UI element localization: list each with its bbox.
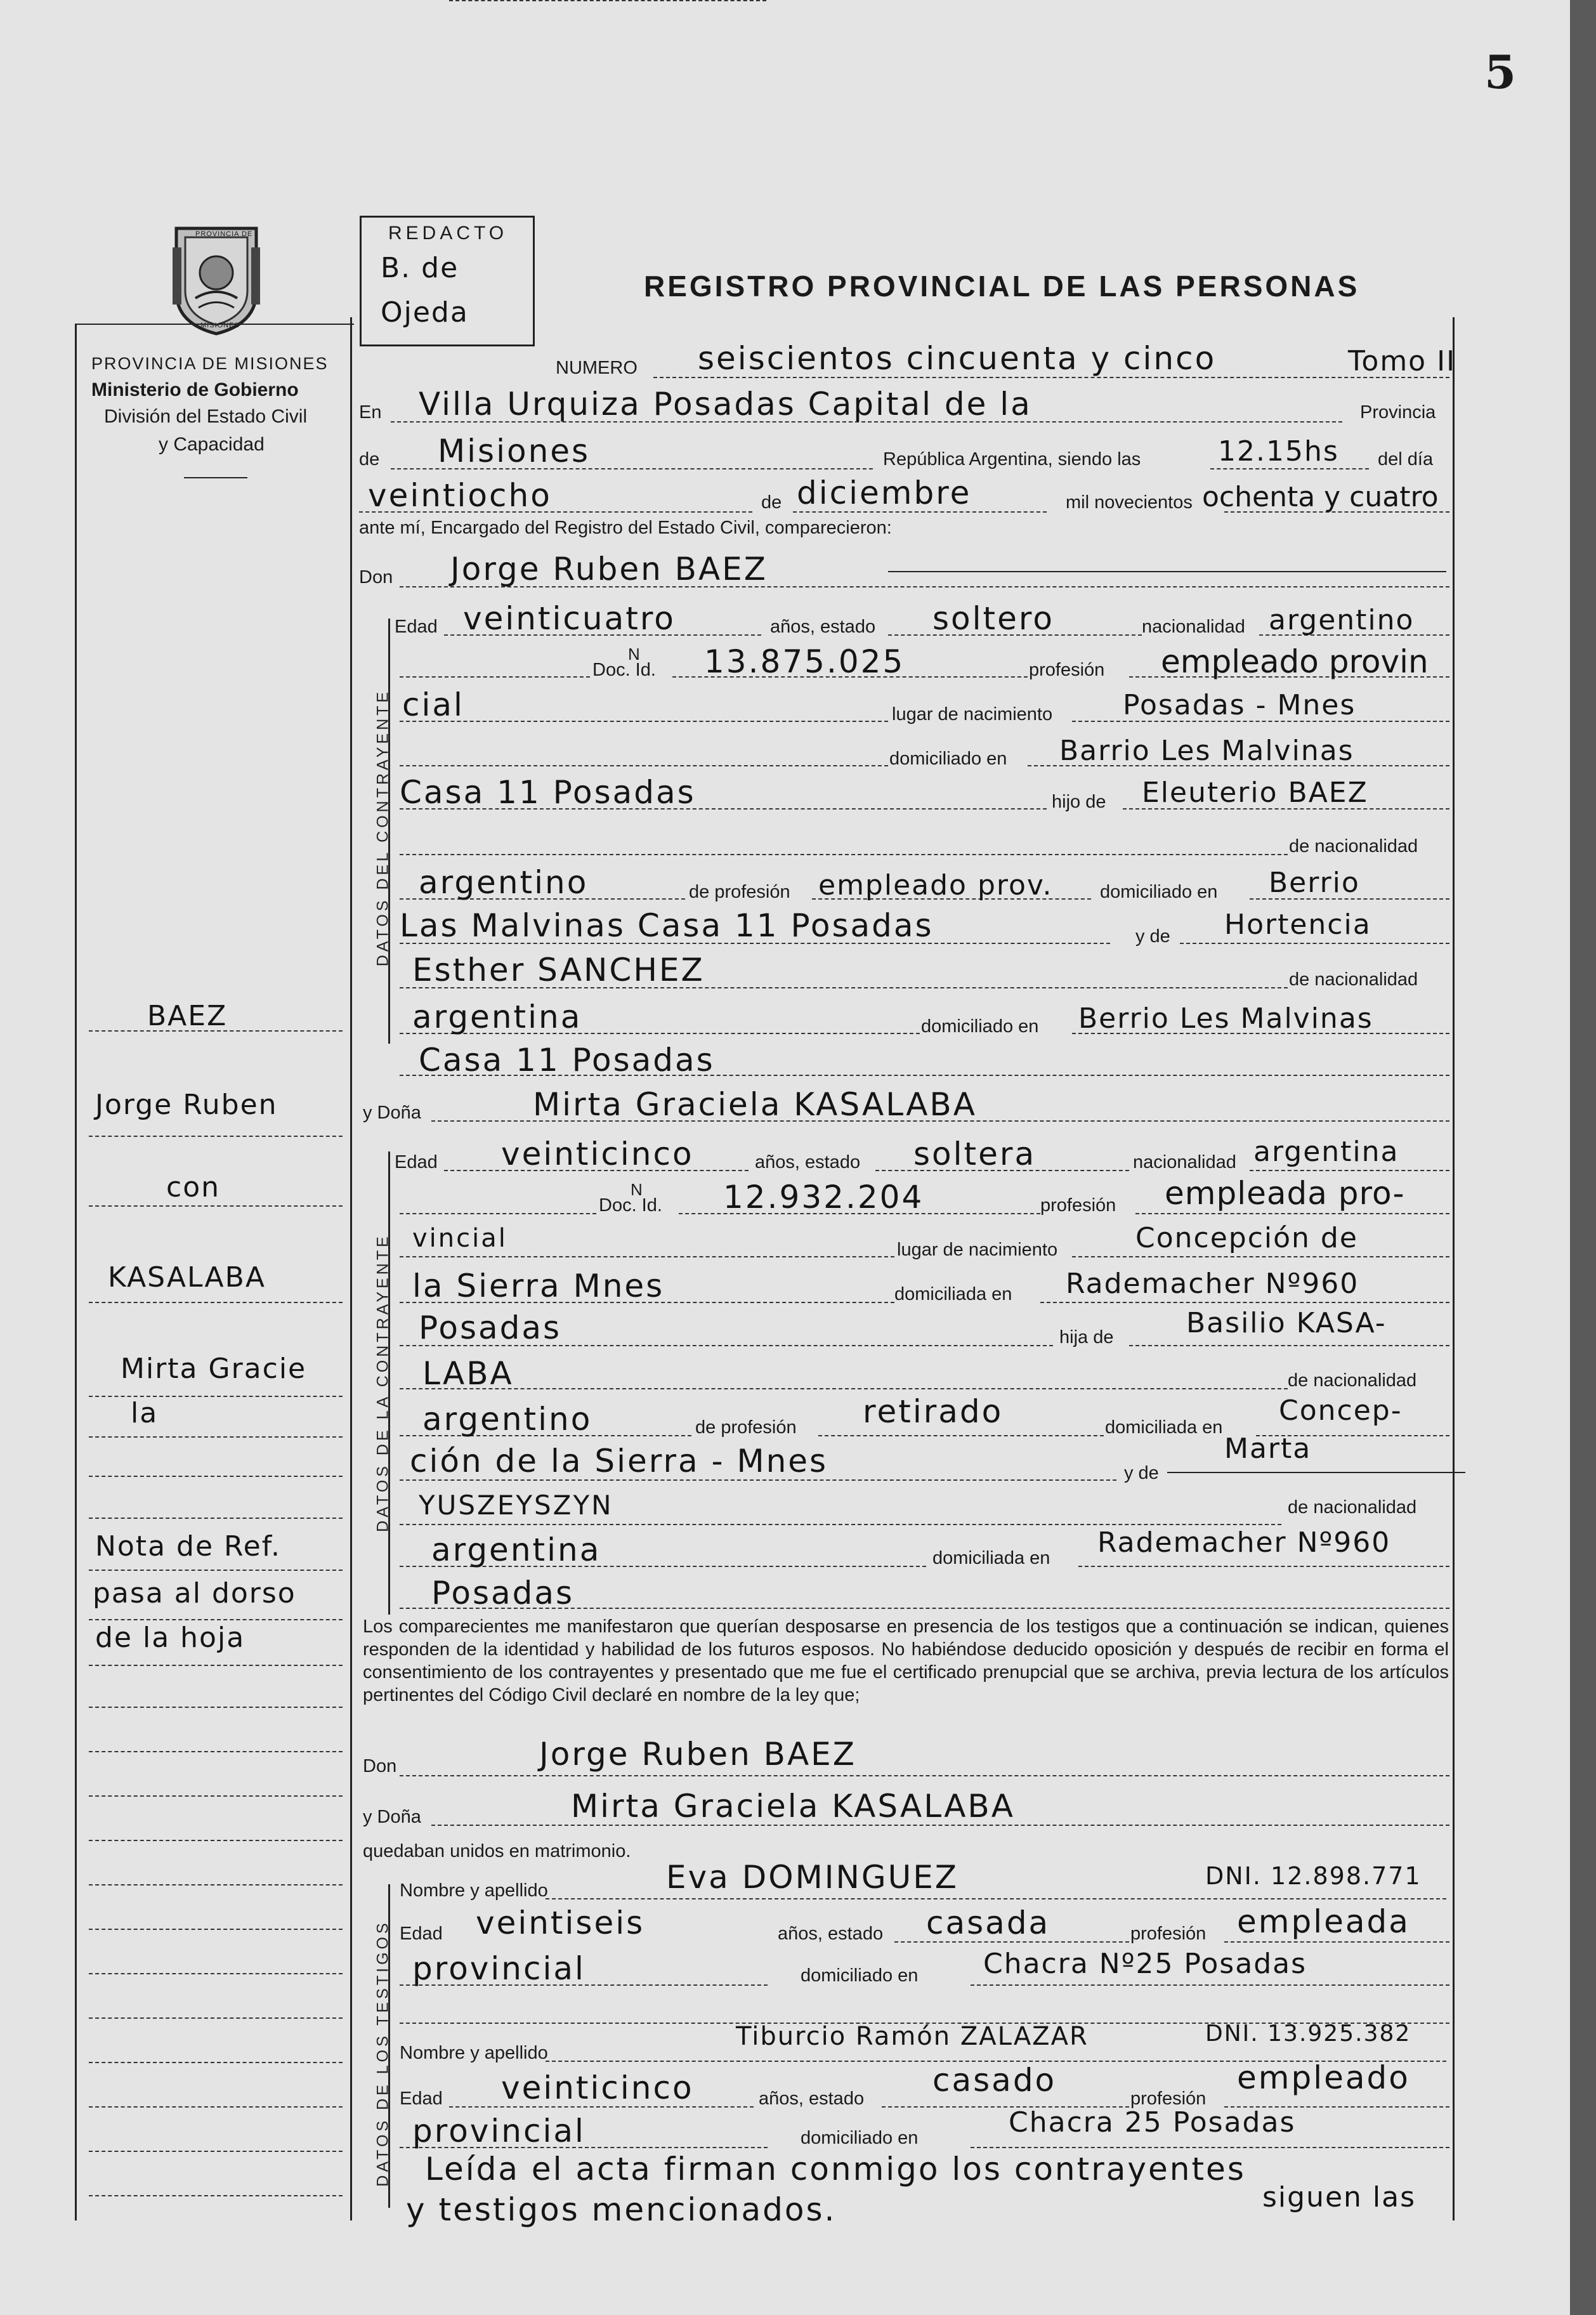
t2-domiciliado-label: domiciliado en xyxy=(801,2128,919,2148)
tomo-value: Tomo II xyxy=(1348,345,1456,377)
c2-madre-nac-label: de nacionalidad xyxy=(1288,1497,1417,1518)
c2-lugar-nac: Concepción de xyxy=(1135,1222,1358,1254)
c1-padre-nac-label: de nacionalidad xyxy=(1289,836,1418,856)
en-value: Villa Urquiza Posadas Capital de la xyxy=(419,386,1032,423)
c2-lugar-nac-label: lugar de nacimiento xyxy=(897,1240,1058,1260)
c1-padre: Eleuterio BAEZ xyxy=(1142,777,1368,809)
c2-madre-dom: Rademacher Nº960 xyxy=(1097,1526,1391,1559)
c1-domiciliado-label: domiciliado en xyxy=(889,749,1007,769)
c2-padre-nac-label: de nacionalidad xyxy=(1288,1370,1417,1391)
c2-anos-estado-label: años, estado xyxy=(755,1152,861,1172)
t1-estado: casada xyxy=(926,1905,1050,1941)
c2-madre-dom-label: domiciliada en xyxy=(932,1548,1050,1568)
provincia-value: Misiones xyxy=(438,433,591,469)
mes-value: diciembre xyxy=(797,475,972,511)
numero-value: seiscientos cincuenta y cinco xyxy=(698,340,1217,377)
c1-anos-estado-label: años, estado xyxy=(770,617,876,637)
c2-doc: 12.932.204 xyxy=(723,1179,924,1216)
t1-domiciliado-label: domiciliado en xyxy=(801,1965,919,1986)
t1-nombre-label: Nombre y apellido xyxy=(400,1880,548,1901)
c2-padre-dom: Concep- xyxy=(1279,1394,1403,1427)
t1-nombre: Eva DOMINGUEZ xyxy=(666,1859,959,1896)
c2-profesion-cont: vincial xyxy=(412,1224,507,1253)
anio-value: ochenta y cuatro xyxy=(1202,481,1439,513)
c1-doc-prefix: N xyxy=(628,645,640,664)
redacto-name-1: B. de xyxy=(381,252,459,284)
c1-madre-cont: Esther SANCHEZ xyxy=(412,952,705,988)
union-don-label: Don xyxy=(363,1756,397,1776)
hora-value: 12.15hs xyxy=(1218,435,1339,468)
fecha-de-label: de xyxy=(761,492,782,513)
t1-doc: DNI. 12.898.771 xyxy=(1205,1862,1422,1890)
c2-madre-cont: YUSZEYSZYN xyxy=(419,1490,613,1521)
provincia-label: Provincia xyxy=(1360,402,1436,423)
c1-madre: Hortencia xyxy=(1224,908,1371,941)
c2-lugar-nac-cont: la Sierra Mnes xyxy=(412,1268,665,1304)
mil-novecientos-label: mil novecientos xyxy=(1066,492,1193,513)
c1-nacionalidad-label: nacionalidad xyxy=(1142,617,1245,637)
contrayente-2-name: Mirta Graciela KASALABA xyxy=(533,1086,977,1123)
c1-doc-label: Doc. Id. xyxy=(592,660,656,680)
ante-mi-text: ante mí, Encargado del Registro del Estado Civil, comparecieron: xyxy=(359,518,892,538)
margin-apellido-1: BAEZ xyxy=(147,1000,228,1032)
c1-hijo-label: hijo de xyxy=(1052,792,1106,812)
c2-madre-nac: argentina xyxy=(431,1531,601,1568)
c2-domicilio: Rademacher Nº960 xyxy=(1066,1268,1359,1300)
c2-padre-nac: argentino xyxy=(422,1401,592,1438)
c2-doc-prefix: N xyxy=(631,1180,643,1199)
c2-padre-dom-label: domiciliada en xyxy=(1105,1417,1223,1438)
c1-domicilio-cont: Casa 11 Posadas xyxy=(400,774,696,811)
c2-madre-dom-cont: Posadas xyxy=(431,1575,575,1611)
c2-estado: soltera xyxy=(913,1136,1037,1172)
c2-domicilio-cont: Posadas xyxy=(419,1309,562,1346)
c1-edad-label: Edad xyxy=(395,617,438,637)
c1-padre-dom: Berrio xyxy=(1269,867,1360,899)
t2-profesion-label: profesión xyxy=(1130,2089,1207,2109)
c1-estado: soltero xyxy=(932,600,1054,637)
c2-padre-dom-cont: ción de la Sierra - Mnes xyxy=(410,1443,828,1479)
c2-de-profesion-label: de profesión xyxy=(695,1417,797,1438)
c1-madre-dom-label: domiciliado en xyxy=(921,1016,1039,1037)
del-dia-label: del día xyxy=(1378,449,1434,469)
c2-nacionalidad: argentina xyxy=(1253,1136,1399,1168)
t2-anos-estado-label: años, estado xyxy=(759,2089,865,2109)
union-don: Jorge Ruben BAEZ xyxy=(539,1736,857,1773)
de-label: de xyxy=(359,449,380,469)
quedaban-text: quedaban unidos en matrimonio. xyxy=(363,1841,631,1861)
t2-profesion: empleado xyxy=(1237,2059,1410,2096)
header-provincia: PROVINCIA DE MISIONES xyxy=(91,354,329,373)
c1-padre-dom-cont: Las Malvinas Casa 11 Posadas xyxy=(400,907,934,944)
header-ministerio: Ministerio de Gobierno xyxy=(91,379,299,400)
c2-padre-prof: retirado xyxy=(863,1393,1004,1430)
margin-nombre-2a: Mirta Gracie xyxy=(121,1353,307,1385)
don-label: Don xyxy=(359,567,393,587)
c2-hija-label: hija de xyxy=(1059,1327,1114,1348)
margin-nombre-2b: la xyxy=(131,1397,159,1429)
t2-nombre-label: Nombre y apellido xyxy=(400,2043,548,2063)
document-title: REGISTRO PROVINCIAL DE LAS PERSONAS xyxy=(644,270,1360,303)
side-label-contrayente-2: DATOS DE LA CONTRAYENTE xyxy=(374,1233,392,1532)
side-label-contrayente: DATOS DEL CONTRAYENTE xyxy=(374,688,392,967)
t2-profesion-cont: provincial xyxy=(412,2113,585,2149)
t2-nombre: Tiburcio Ramón ZALAZAR xyxy=(736,2022,1089,2051)
union-dona: Mirta Graciela KASALABA xyxy=(571,1788,1015,1825)
c1-padre-nac: argentino xyxy=(419,864,589,901)
c1-doc: 13.875.025 xyxy=(704,643,905,680)
c1-profesion-label: profesión xyxy=(1029,660,1105,680)
t2-edad-label: Edad xyxy=(400,2089,443,2109)
declaracion-text: Los comparecientes me manifestaron que querían desposarse en presencia de los testigos que a continuación se indican, quienes responden de la identidad y habilidad de los futuros esposos. No habiéndose deducido oposición y después de recibir en forma el consentimiento de los contrayentes y presentado que me fue el certificado prenupcial que se archiva, previa lectura de los artículos pertinentes del Código Civil declaré en nombre de la ley que; xyxy=(363,1617,1449,1705)
contrayente-name: Jorge Ruben BAEZ xyxy=(450,551,768,587)
t2-doc: DNI. 13.925.382 xyxy=(1205,2021,1411,2047)
c1-de-profesion-label: de profesión xyxy=(689,882,790,902)
t1-profesion: empleada xyxy=(1237,1903,1410,1940)
c1-y-de-label: y de xyxy=(1135,926,1170,947)
t1-edad-label: Edad xyxy=(400,1924,443,1944)
t2-domicilio: Chacra 25 Posadas xyxy=(1009,2106,1296,2139)
margin-nota-1: Nota de Ref. xyxy=(95,1530,281,1563)
cierre-line-2: y testigos mencionados. xyxy=(406,2191,837,2228)
c2-domiciliada-label: domiciliada en xyxy=(894,1284,1012,1304)
c1-madre-nac: argentina xyxy=(412,999,582,1035)
provincial-seal-icon xyxy=(164,222,269,338)
c2-nacionalidad-label: nacionalidad xyxy=(1133,1152,1236,1172)
header-division: División del Estado Civil xyxy=(104,406,308,427)
c2-doc-label: Doc. Id. xyxy=(599,1195,662,1216)
c2-edad-label: Edad xyxy=(395,1152,438,1172)
side-label-testigos: DATOS DE LOS TESTIGOS xyxy=(374,1920,392,2187)
republica-label: República Argentina, siendo las xyxy=(883,449,1141,469)
t2-estado: casado xyxy=(932,2062,1057,2099)
c2-profesion: empleada pro- xyxy=(1165,1175,1405,1212)
c1-profesion: empleado provin xyxy=(1161,643,1429,680)
margin-nota-3: de la hoja xyxy=(95,1622,245,1654)
union-dona-label: y Doña xyxy=(363,1807,421,1827)
c2-padre: Basilio KASA- xyxy=(1186,1307,1387,1339)
c1-lugar-nac-label: lugar de nacimiento xyxy=(892,704,1053,725)
c1-padre-dom-label: domiciliado en xyxy=(1100,882,1218,902)
redacto-name-2: Ojeda xyxy=(381,296,469,329)
c1-profesion-cont: cial xyxy=(402,686,464,723)
c2-madre: Marta xyxy=(1224,1433,1312,1465)
t1-profesion-cont: provincial xyxy=(412,1950,585,1987)
c1-lugar-nac: Posadas - Mnes xyxy=(1123,689,1356,721)
margin-nota-2: pasa al dorso xyxy=(93,1577,296,1610)
c2-edad: veinticinco xyxy=(501,1136,694,1172)
c1-domicilio: Barrio Les Malvinas xyxy=(1059,735,1354,767)
c2-padre-cont: LABA xyxy=(422,1355,514,1392)
c1-madre-nac-label: de nacionalidad xyxy=(1289,969,1418,990)
c2-profesion-label: profesión xyxy=(1040,1195,1116,1216)
c1-padre-prof: empleado prov. xyxy=(818,869,1053,902)
margin-nombre-1: Jorge Ruben xyxy=(95,1089,278,1121)
c1-madre-dom: Berrio Les Malvinas xyxy=(1078,1002,1373,1035)
seal-text-bottom: MISIONES xyxy=(200,322,240,329)
c1-madre-dom-cont: Casa 11 Posadas xyxy=(419,1042,715,1079)
seal-text-top: PROVINCIA DE xyxy=(195,230,253,238)
page-number: 5 xyxy=(1484,45,1517,99)
dia-value: veintiocho xyxy=(368,477,552,514)
t2-edad: veinticinco xyxy=(501,2069,694,2106)
c1-nacionalidad: argentino xyxy=(1269,604,1415,636)
header-capacidad: y Capacidad xyxy=(159,434,265,455)
t1-anos-estado-label: años, estado xyxy=(778,1924,884,1944)
t1-domicilio: Chacra Nº25 Posadas xyxy=(983,1948,1307,1980)
cierre-line-3: siguen las xyxy=(1262,2181,1416,2213)
c2-y-de-label: y de xyxy=(1124,1463,1159,1483)
dona-label: y Doña xyxy=(363,1103,421,1123)
en-label: En xyxy=(359,402,382,423)
redacto-box xyxy=(360,216,535,346)
c1-edad: veinticuatro xyxy=(463,600,676,637)
t1-edad: veintiseis xyxy=(476,1905,645,1941)
margin-apellido-2: KASALABA xyxy=(108,1261,266,1294)
t1-profesion-label: profesión xyxy=(1130,1924,1207,1944)
redacto-label: REDACTO xyxy=(388,223,508,244)
cierre-line-1: Leída el acta firman conmigo los contrayentes xyxy=(425,2151,1246,2187)
margin-con: con xyxy=(166,1171,220,1203)
numero-label: NUMERO xyxy=(556,358,638,378)
